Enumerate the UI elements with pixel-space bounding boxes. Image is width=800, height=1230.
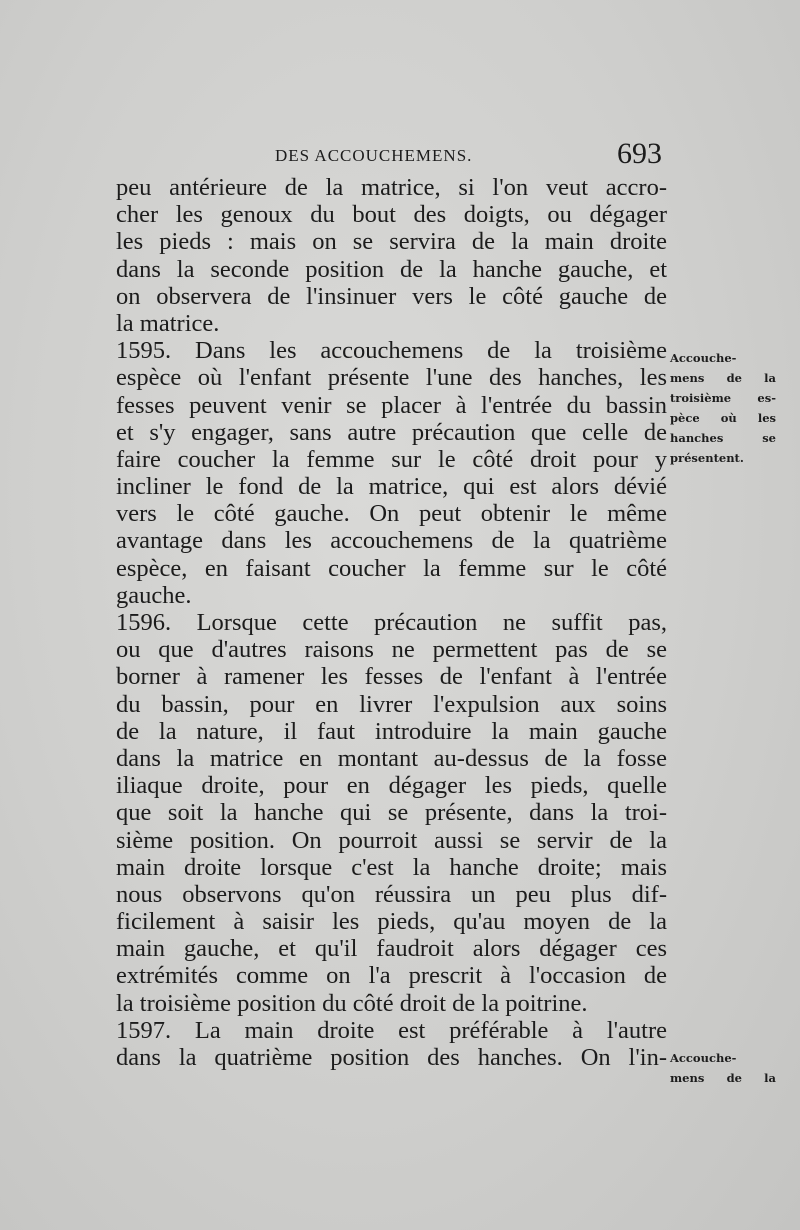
text-line: ou que d'autres raisons ne permettent pas de se — [116, 636, 667, 664]
margin-note-line: Accouche- — [670, 351, 737, 365]
text-line: la matrice. — [116, 309, 220, 337]
page-number: 693 — [617, 137, 662, 170]
margin-note-line: Accouche- — [670, 1051, 737, 1065]
text-line: dans la seconde position de la hanche gauche, et — [116, 255, 667, 283]
text-line: main droite lorsque c'est la hanche droite; mais — [116, 853, 667, 881]
text-line: que soit la hanche qui se présente, dans la troi- — [116, 799, 667, 827]
text-line: extrémités comme on l'a prescrit à l'occasion de — [116, 962, 667, 990]
margin-note — [670, 348, 776, 468]
margin-note-line: hanches se — [670, 431, 776, 445]
text-line: cher les genoux du bout des doigts, ou dégager — [116, 201, 667, 229]
text-line: espèce, en faisant coucher la femme sur le côté — [116, 554, 667, 582]
margin-note-line: mens de la — [670, 371, 776, 385]
text-line: de la nature, il faut introduire la main gauche — [116, 717, 667, 745]
margin-note-line: mens de la — [670, 1071, 776, 1085]
margin-note — [670, 1048, 776, 1088]
text-line: main gauche, et qu'il faudroit alors dégager ces — [116, 935, 667, 963]
text-line: iliaque droite, pour en dégager les pieds, quelle — [116, 772, 667, 800]
paragraph-1596-start: 1596. Lorsque cette précaution ne suffit pas, — [116, 609, 667, 636]
text-line: sième position. On pourroit aussi se servir de la — [116, 826, 667, 854]
text-line: gauche. — [116, 581, 192, 609]
margin-note-line: présentent. — [670, 451, 744, 465]
text-line: dans la quatrième position des hanches. On l'in- — [116, 1044, 667, 1071]
margin-note-line: troisième es- — [670, 391, 776, 405]
text-line: ficilement à saisir les pieds, qu'au moyen de la — [116, 908, 667, 936]
text-line: faire coucher la femme sur le côté droit pour y — [116, 445, 667, 473]
paragraph-1597-start: 1597. La main droite est préférable à l'autre — [116, 1016, 667, 1044]
text-line: on observera de l'insinuer vers le côté gauche de — [116, 282, 667, 310]
text-line: la troisième position du côté droit de la poitrine. — [116, 989, 588, 1017]
body-text — [116, 174, 667, 1071]
text-line: espèce où l'enfant présente l'une des hanches, les — [116, 364, 667, 392]
text-line: dans la matrice en montant au-dessus de la fosse — [116, 744, 667, 772]
text-line: vers le côté gauche. On peut obtenir le même — [116, 500, 667, 528]
text-line: peu antérieure de la matrice, si l'on veut accro- — [116, 174, 667, 201]
text-line: les pieds : mais on se servira de la main droite — [116, 228, 667, 256]
text-line: nous observons qu'on réussira un peu plus dif- — [116, 880, 667, 908]
text-line: avantage dans les accouchemens de la quatrième — [116, 527, 667, 555]
running-title: DES ACCOUCHEMENS. — [275, 146, 473, 165]
text-line: borner à ramener les fesses de l'enfant à l'entrée — [116, 663, 667, 691]
text-line: et s'y engager, sans autre précaution que celle de — [116, 418, 667, 446]
paragraph-1595-start: 1595. Dans les accouchemens de la troisième — [116, 337, 667, 365]
text-line: fesses peuvent venir se placer à l'entrée du bassin — [116, 391, 667, 419]
text-line: du bassin, pour en livrer l'expulsion aux soins — [116, 690, 667, 718]
text-line: incliner le fond de la matrice, qui est alors dévié — [116, 473, 667, 501]
margin-note-line: pèce où les — [670, 411, 776, 425]
